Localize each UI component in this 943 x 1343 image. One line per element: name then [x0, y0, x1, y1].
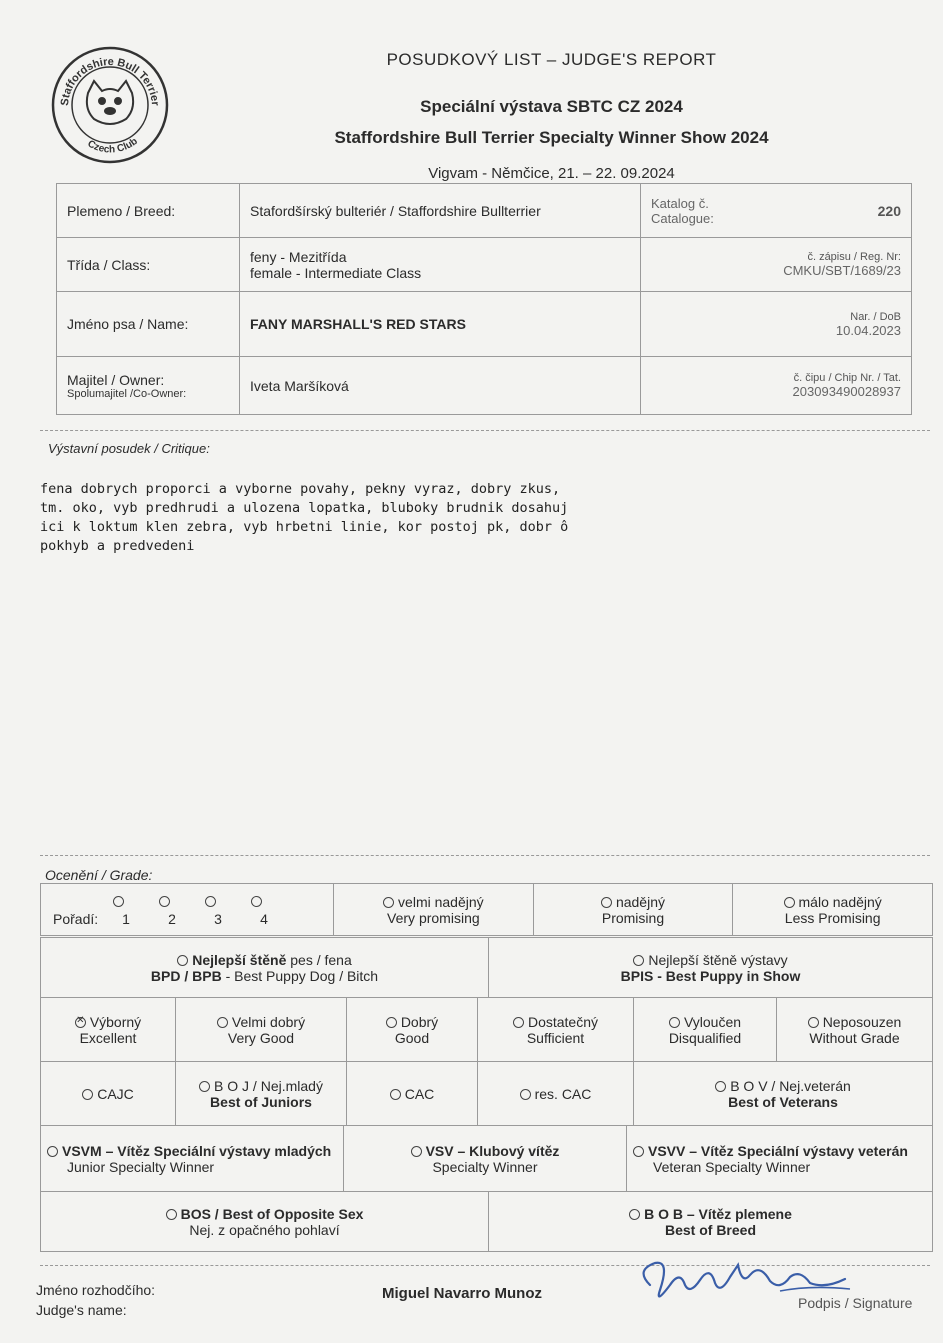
bpd-cz-bold: Nejlepší štěně: [192, 951, 287, 968]
disqualified-en: Disqualified: [668, 1029, 742, 1046]
dog-name-value: FANY MARSHALL'S RED STARS: [240, 292, 641, 357]
res-cac-radio[interactable]: [520, 1089, 531, 1100]
dog-info-table: [56, 183, 912, 415]
bov-cz: B O V / Nej.veterán: [730, 1077, 851, 1094]
breed-label: Plemeno / Breed:: [57, 184, 240, 238]
bpd-cz: pes / fena: [286, 951, 352, 968]
vsvv-cz: VSVV – Vítěz Speciální výstavy veterán: [648, 1142, 908, 1159]
bpis-cz: Nejlepší štěně výstavy: [648, 951, 788, 968]
bpis-radio[interactable]: [633, 955, 644, 966]
reg-value: CMKU/SBT/1689/23: [783, 263, 901, 278]
bos-radio[interactable]: [166, 1209, 177, 1220]
owner-value: Iveta Maršíková: [240, 357, 641, 415]
chip-value: 203093490028937: [792, 384, 901, 399]
bov-radio[interactable]: [715, 1081, 726, 1092]
divider: [40, 430, 930, 431]
vsv-cz: VSV – Klubový vítěz: [425, 1142, 560, 1159]
without-grade-radio[interactable]: [808, 1017, 819, 1028]
excellent-en: Excellent: [79, 1029, 137, 1046]
placement-row: [40, 883, 933, 936]
grade-label: Ocenění / Grade:: [45, 867, 153, 883]
bob-cz: B O B – Vítěz plemene: [644, 1205, 792, 1222]
show-title-cz: Speciální výstava SBTC CZ 2024: [420, 97, 683, 116]
catalog-label-cz: Katalog č.: [651, 195, 709, 211]
position-radio[interactable]: [159, 896, 170, 907]
judge-label-cz: Jméno rozhodčího:: [36, 1282, 156, 1298]
catalog-label-en: Catalogue:: [651, 210, 714, 226]
good-cz: Dobrý: [400, 1013, 439, 1030]
cac-radio[interactable]: [390, 1089, 401, 1100]
critique-label: Výstavní posudek / Critique:: [48, 441, 210, 456]
very-promising-radio[interactable]: [383, 897, 394, 908]
judge-name: Miguel Navarro Munoz: [382, 1285, 543, 1302]
breed-value: Stafordšírský bulteriér / Staffordshire Bullterrier: [240, 184, 641, 238]
logo-text-bottom: Czech Club: [85, 135, 140, 156]
signature-label: Podpis / Signature: [798, 1295, 913, 1311]
logo-text-top: Staffordshire Bull Terrier: [58, 55, 162, 107]
class-cz: feny - Mezitřída: [250, 248, 347, 265]
position-radio[interactable]: [205, 896, 216, 907]
show-title-en: Staffordshire Bull Terrier Specialty Winner Show 2024: [334, 128, 769, 147]
excellent-radio-checked[interactable]: [75, 1017, 86, 1028]
vsvm-en: Junior Specialty Winner: [67, 1158, 215, 1175]
position-label: 4: [260, 910, 268, 927]
bpd-en: - Best Puppy Dog / Bitch: [221, 967, 379, 984]
less-promising-radio[interactable]: [784, 897, 795, 908]
very-good-cz: Velmi dobrý: [231, 1013, 306, 1030]
promising-radio[interactable]: [601, 897, 612, 908]
vsv-en: Specialty Winner: [432, 1158, 538, 1175]
excellent-cz: Výborný: [89, 1013, 142, 1030]
bob-en: Best of Breed: [664, 1221, 757, 1238]
critique-text: fena dobrych proporci a vyborne povahy, pekny vyraz, dobry zkus, tm. oko, vyb predhrudi a ulozena lopatka, bluboky brudnik dosahuj ici k loktum klen zebra, vyb hrbetni linie, kor postoj pk, dobr ô pokhyb a predvedeni: [40, 481, 569, 554]
dob-label: Nar. / DoB: [850, 310, 901, 323]
good-en: Good: [394, 1029, 430, 1046]
cajc-radio[interactable]: [82, 1089, 93, 1100]
without-grade-cz: Neposouzen: [822, 1013, 902, 1030]
bov-en: Best of Veterans: [728, 1093, 838, 1110]
chip-label: č. čipu / Chip Nr. / Tat.: [793, 372, 901, 384]
class-label: Třída / Class:: [57, 238, 240, 292]
boj-en: Best of Juniors: [210, 1093, 312, 1110]
very-promising-en: Very promising: [387, 909, 480, 926]
dob-value: 10.04.2023: [835, 322, 901, 338]
very-good-radio[interactable]: [217, 1017, 228, 1028]
res-cac-label: res. CAC: [534, 1085, 592, 1102]
coowner-label: Spolumajitel /Co-Owner:: [67, 387, 187, 400]
bos-cz: BOS / Best of Opposite Sex: [180, 1205, 364, 1222]
vsvv-en: Veteran Specialty Winner: [653, 1158, 811, 1175]
class-en: female - Intermediate Class: [250, 264, 422, 281]
owner-label: Majitel / Owner:: [67, 371, 165, 388]
promising-en: Promising: [601, 909, 665, 926]
less-promising-cz: málo nadějný: [798, 893, 882, 910]
vsv-radio[interactable]: [411, 1146, 422, 1157]
boj-cz: B O J / Nej.mladý: [214, 1077, 323, 1094]
bos-en: Nej. z opačného pohlaví: [189, 1221, 340, 1238]
sufficient-cz: Dostatečný: [527, 1013, 599, 1030]
puppy-row: [40, 937, 933, 998]
dog-name-label: Jméno psa / Name:: [57, 292, 240, 357]
show-venue-date: Vigvam - Němčice, 21. – 22. 09.2024: [428, 165, 675, 182]
cajc-label: CAJC: [97, 1085, 134, 1102]
bpd-radio[interactable]: [177, 955, 188, 966]
title-row: [40, 1061, 933, 1126]
bpd-en-bold: BPD / BPB: [150, 967, 222, 984]
position-radio[interactable]: [251, 896, 262, 907]
sufficient-radio[interactable]: [513, 1017, 524, 1028]
sufficient-en: Sufficient: [526, 1029, 585, 1046]
judge-label-en: Judge's name:: [36, 1302, 127, 1318]
catalog-number: 220: [821, 184, 912, 238]
vsvm-cz: VSVM – Vítěz Speciální výstavy mladých: [62, 1142, 332, 1159]
position-label: 2: [168, 910, 176, 927]
very-promising-cz: velmi nadějný: [398, 893, 484, 910]
report-title: POSUDKOVÝ LIST – JUDGE'S REPORT: [386, 50, 717, 69]
bob-radio[interactable]: [629, 1209, 640, 1220]
cac-label: CAC: [404, 1085, 435, 1102]
position-radio[interactable]: [113, 896, 124, 907]
vsvv-radio[interactable]: [633, 1146, 644, 1157]
good-radio[interactable]: [386, 1017, 397, 1028]
bob-row: [40, 1191, 933, 1252]
bpis-en: BPIS - Best Puppy in Show: [620, 967, 801, 984]
promising-cz: nadějný: [615, 893, 665, 910]
divider: [40, 855, 930, 856]
position-label: 3: [214, 910, 222, 927]
less-promising-en: Less Promising: [784, 909, 881, 926]
position-label: 1: [122, 910, 130, 927]
poradi-label: Pořadí:: [53, 910, 99, 927]
boj-radio[interactable]: [199, 1081, 210, 1092]
quality-row: [40, 997, 933, 1062]
disqualified-radio[interactable]: [669, 1017, 680, 1028]
judge-label: [36, 1280, 155, 1320]
very-good-en: Very Good: [227, 1029, 295, 1046]
disqualified-cz: Vyloučen: [683, 1013, 742, 1030]
winner-row: [40, 1125, 933, 1192]
reg-label: č. zápisu / Reg. Nr:: [807, 251, 901, 263]
without-grade-en: Without Grade: [809, 1029, 900, 1046]
vsvm-radio[interactable]: [47, 1146, 58, 1157]
